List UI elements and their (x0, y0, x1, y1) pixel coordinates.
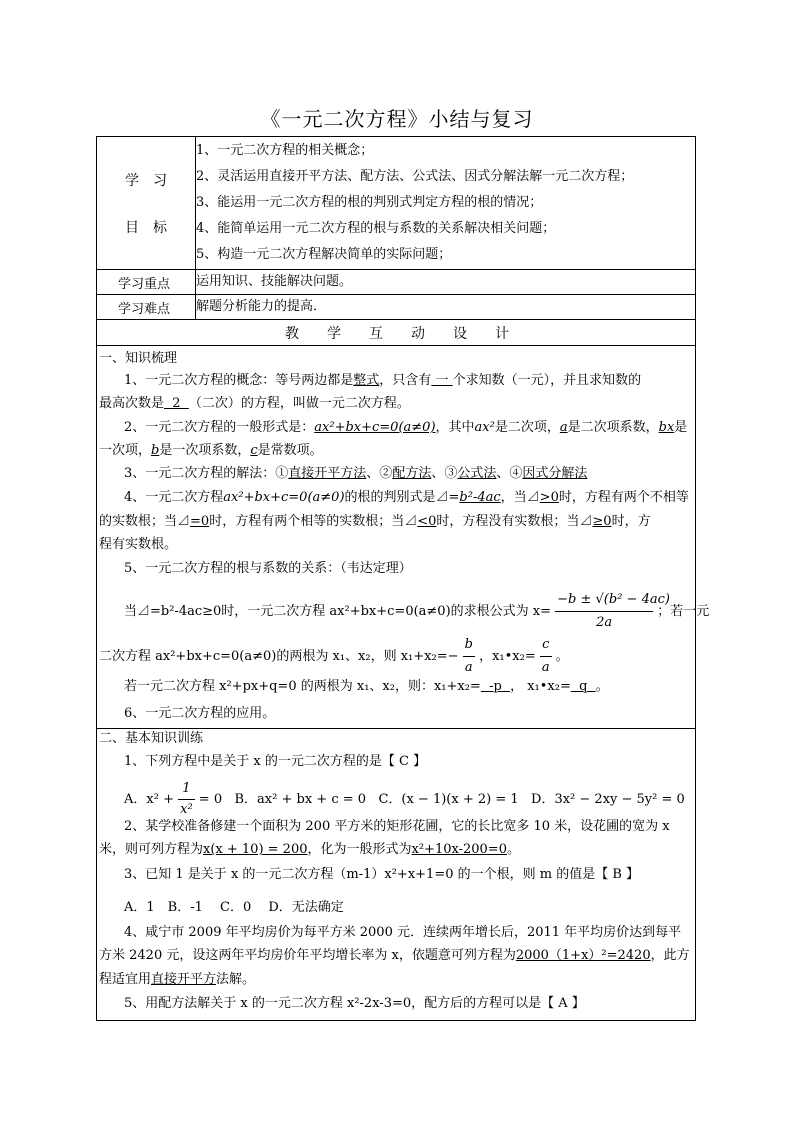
key-text: 运用知识、技能解决问题。 (196, 274, 353, 289)
goal-item: 1、一元二次方程的相关概念； (196, 143, 374, 158)
section-heading: 二、基本知识训练 (99, 731, 204, 746)
question-2-cont: 米，则可列方程为x(x + 10) = 200，化为一般形式为x²+10x-200=0。 (99, 842, 520, 857)
row-divider (97, 345, 695, 346)
row-divider (97, 728, 695, 729)
question-4-cont2: 程适宜用直接开平方法解。 (99, 972, 256, 987)
goal-item: 3、能运用一元二次方程的根的判别式判定方程的根的情况； (196, 195, 543, 210)
question-3-options: A．1 B．-1 C．0 D．无法确定 (124, 900, 344, 915)
knowledge-item-2-cont: 一次项，b是一次项系数，c是常数项。 (99, 443, 323, 458)
quadratic-formula-line: 当⊿=b²-4ac≥0时，一元二次方程 ax²+bx+c=0(a≠0)的求根公式为 x= $\frac{\text{−b ± √(b² − 4ac)}}{2a}$ ；若一元 (124, 589, 709, 634)
goal-item: 2、灵活运用直接开平方法、配方法、公式法、因式分解法解一元二次方程； (196, 169, 634, 184)
row-divider (97, 319, 695, 320)
page-title: 《一元二次方程》小结与复习 (260, 107, 534, 131)
vieta-monic-line: 若一元二次方程 x²+px+q=0 的两根为 x₁、x₂，则：x₁+x₂= -p ， x₁•x₂= q 。 (124, 679, 609, 694)
row-divider (97, 269, 695, 270)
vieta-line: 二次方程 ax²+bx+c=0(a≠0)的两根为 x₁、x₂，则 x₁+x₂=− $\frac{b}{a}$ ，x₁•x₂= $\frac{c}{a}$ 。 (99, 634, 569, 679)
question-5: 5、用配方法解关于 x 的一元二次方程 x²-2x-3=0，配方后的方程可以是【 A 】 (124, 996, 585, 1011)
knowledge-item-6: 6、一元二次方程的应用。 (124, 706, 276, 721)
knowledge-item-4: 4、一元二次方程ax²+bx+c=0(a≠0)的根的判别式是⊿=b²-4ac，当⊿>0时，方程有两个不相等 (124, 490, 689, 505)
goal-label-2: 目 标 (125, 220, 167, 236)
goal-item: 4、能简单运用一元二次方程的根与系数的关系解决相关问题； (196, 221, 556, 236)
knowledge-item-4-cont: 的实数根；当⊿=0时，方程有两个相等的实数根；当⊿<0时，方程没有实数根；当⊿≥0时，方 (99, 514, 651, 529)
question-3: 3、已知 1 是关于 x 的一元二次方程（m-1）x²+x+1=0 的一个根，则 m 的值是【 B 】 (124, 867, 640, 882)
goal-item: 5、构造一元二次方程解决简单的实际问题； (196, 247, 452, 262)
row-divider (97, 294, 695, 295)
question-4: 4、咸宁市 2009 年平均房价为每平方米 2000 元．连续两年增长后，2011 年平均房价达到每平 (124, 925, 682, 940)
question-2: 2、某学校准备修建一个面积为 200 平方米的矩形花圃，它的长比宽多 10 米，设花圃的宽为 x (124, 819, 670, 834)
difficult-label: 学习难点 (118, 302, 171, 317)
design-heading: 教 学 互 动 设 计 (285, 326, 509, 342)
knowledge-item-4-cont2: 程有实数根。 (99, 537, 178, 552)
key-label: 学习重点 (118, 277, 171, 292)
knowledge-item-5: 5、一元二次方程的根与系数的关系：（韦达定理） (124, 561, 412, 576)
question-1: 1、下列方程中是关于 x 的一元二次方程的是【 C 】 (124, 754, 427, 769)
section-heading: 一、知识梳理 (99, 351, 178, 366)
knowledge-item-1-cont: 最高次数是 2 （二次）的方程，叫做一元二次方程。 (99, 396, 410, 411)
goal-label-1: 学 习 (125, 173, 167, 189)
lesson-table (96, 136, 710, 1021)
difficult-text: 解题分析能力的提高． (196, 299, 327, 314)
question-1-options: A．x² + $\frac{1}{\text{x²}}$ = 0 B．ax² + bx + c = 0 C．(x − 1)(x + 2) = 1 D．3x² − 2xy − 5y² = 0 (124, 781, 685, 817)
knowledge-item-3: 3、一元二次方程的解法：①直接开平方法、②配方法、③公式法、④因式分解法 (124, 466, 588, 481)
knowledge-item-2: 2、一元二次方程的一般形式是：ax²+bx+c=0(a≠0)，其中ax²是二次项，a是二次项系数，bx是 (124, 420, 688, 435)
knowledge-item-1: 1、一元二次方程的概念：等号两边都是整式，只含有 一 个求知数（一元），并且求知数的 (124, 373, 642, 388)
question-4-cont: 方米 2420 元，设这两年平均房价年平均增长率为 x，依题意可列方程为2000（1+x）²=2420，此方 (99, 948, 690, 963)
